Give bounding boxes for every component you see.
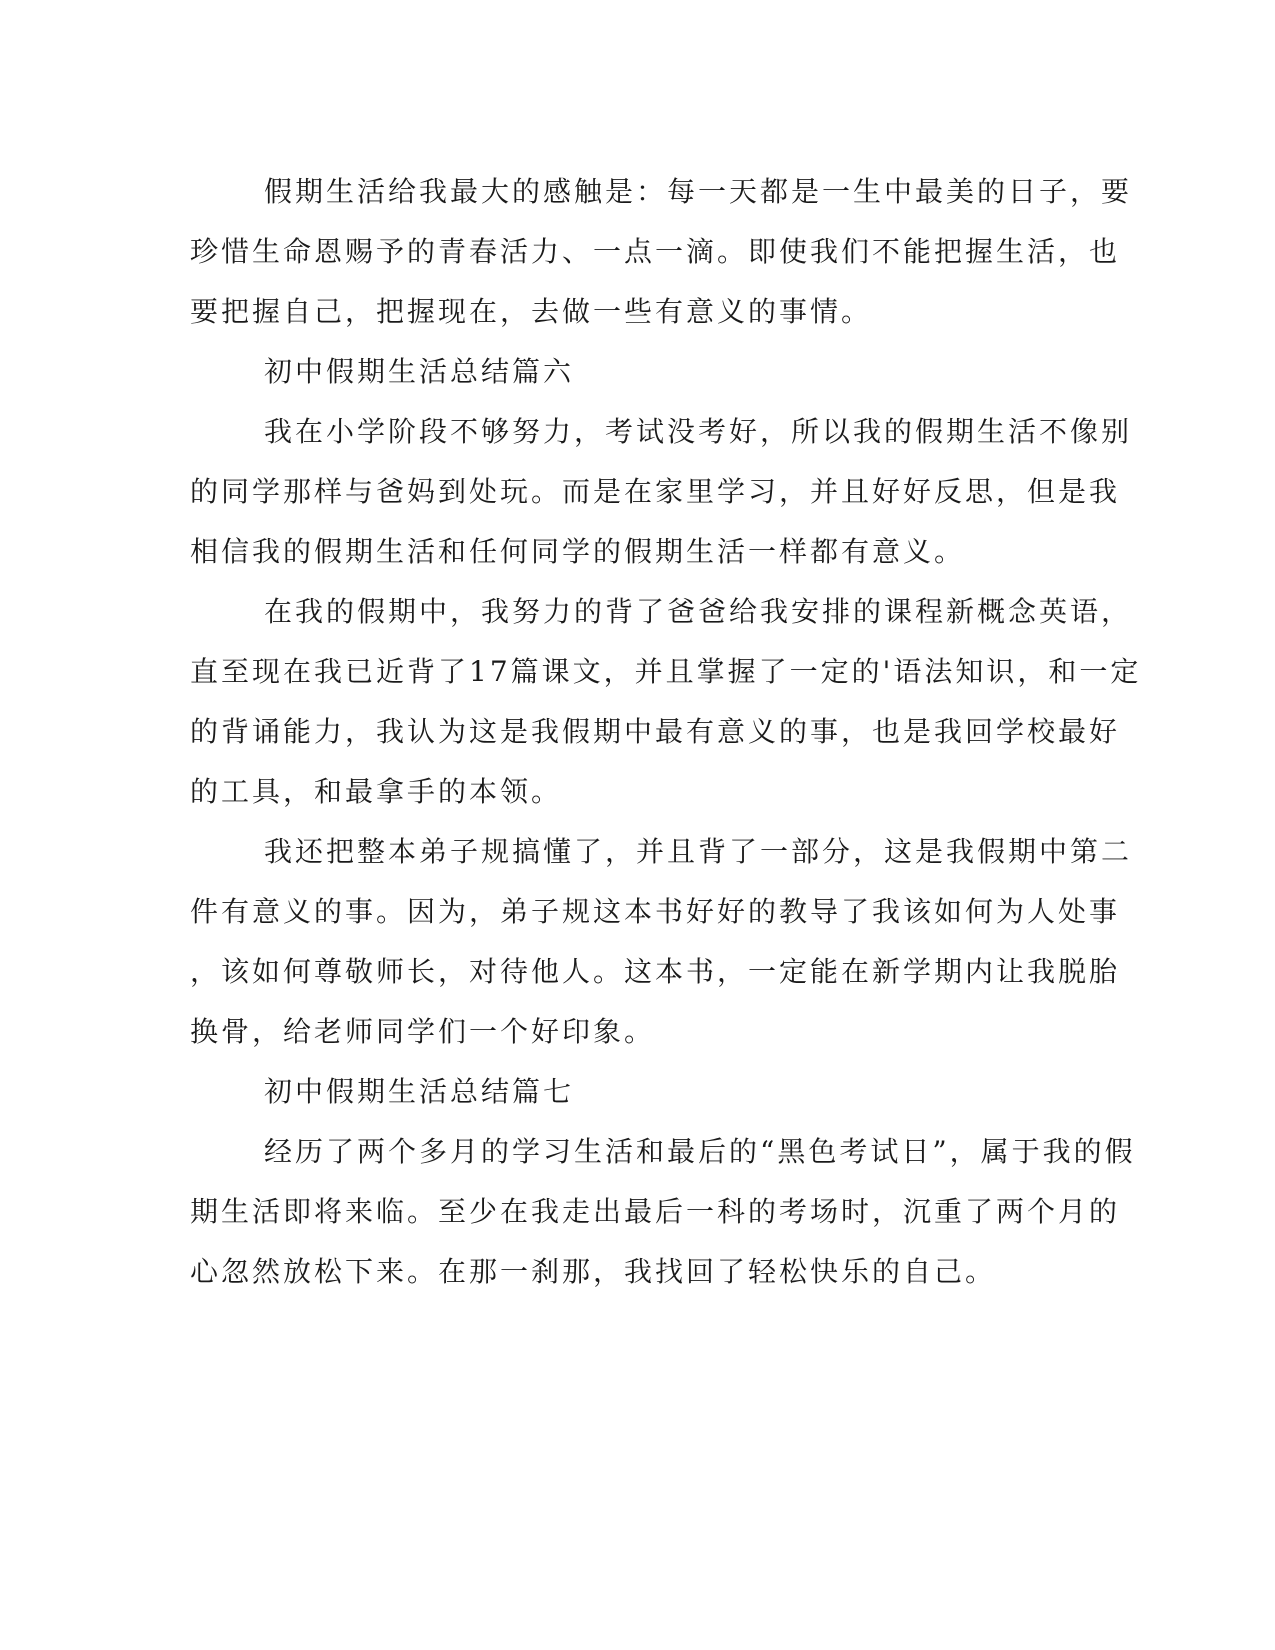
paragraph-line: 的同学那样与爸妈到处玩。而是在家里学习，并且好好反思，但是我 [190, 475, 1121, 508]
paragraph-line: 要把握自己，把握现在，去做一些有意义的事情。 [190, 295, 873, 328]
paragraph-line: 经历了两个多月的学习生活和最后的“黑色考试日”，属于我的假 [264, 1135, 1136, 1168]
paragraph-line: 的工具，和最拿手的本领。 [190, 775, 563, 808]
paragraph-line: 我还把整本弟子规搞懂了，并且背了一部分，这是我假期中第二 [264, 835, 1133, 868]
paragraph-line: 件有意义的事。因为，弟子规这本书好好的教导了我该如何为人处事 [190, 895, 1121, 928]
paragraph-line: 在我的假期中，我努力的背了爸爸给我安排的课程新概念英语， [264, 595, 1133, 628]
paragraph-line: ，该如何尊敬师长，对待他人。这本书，一定能在新学期内让我脱胎 [190, 955, 1121, 988]
paragraph-line: 我在小学阶段不够努力，考试没考好，所以我的假期生活不像别 [264, 415, 1133, 448]
document-body [190, 162, 1142, 1302]
section-heading: 初中假期生活总结篇七 [264, 1075, 575, 1108]
paragraph-line: 期生活即将来临。至少在我走出最后一科的考场时，沉重了两个月的 [190, 1195, 1121, 1228]
paragraph-line: 的背诵能力，我认为这是我假期中最有意义的事，也是我回学校最好 [190, 715, 1121, 748]
paragraph-line: 直至现在我已近背了17篇课文，并且掌握了一定的'语法知识，和一定 [190, 655, 1142, 688]
paragraph-line: 换骨，给老师同学们一个好印象。 [190, 1015, 656, 1048]
paragraph-line: 珍惜生命恩赐予的青春活力、一点一滴。即使我们不能把握生活，也 [190, 235, 1121, 268]
paragraph-line: 心忽然放松下来。在那一刹那，我找回了轻松快乐的自己。 [190, 1255, 997, 1288]
section-heading: 初中假期生活总结篇六 [264, 355, 575, 388]
paragraph-line: 假期生活给我最大的感触是：每一天都是一生中最美的日子，要 [264, 175, 1133, 208]
paragraph-line: 相信我的假期生活和任何同学的假期生活一样都有意义。 [190, 535, 966, 568]
